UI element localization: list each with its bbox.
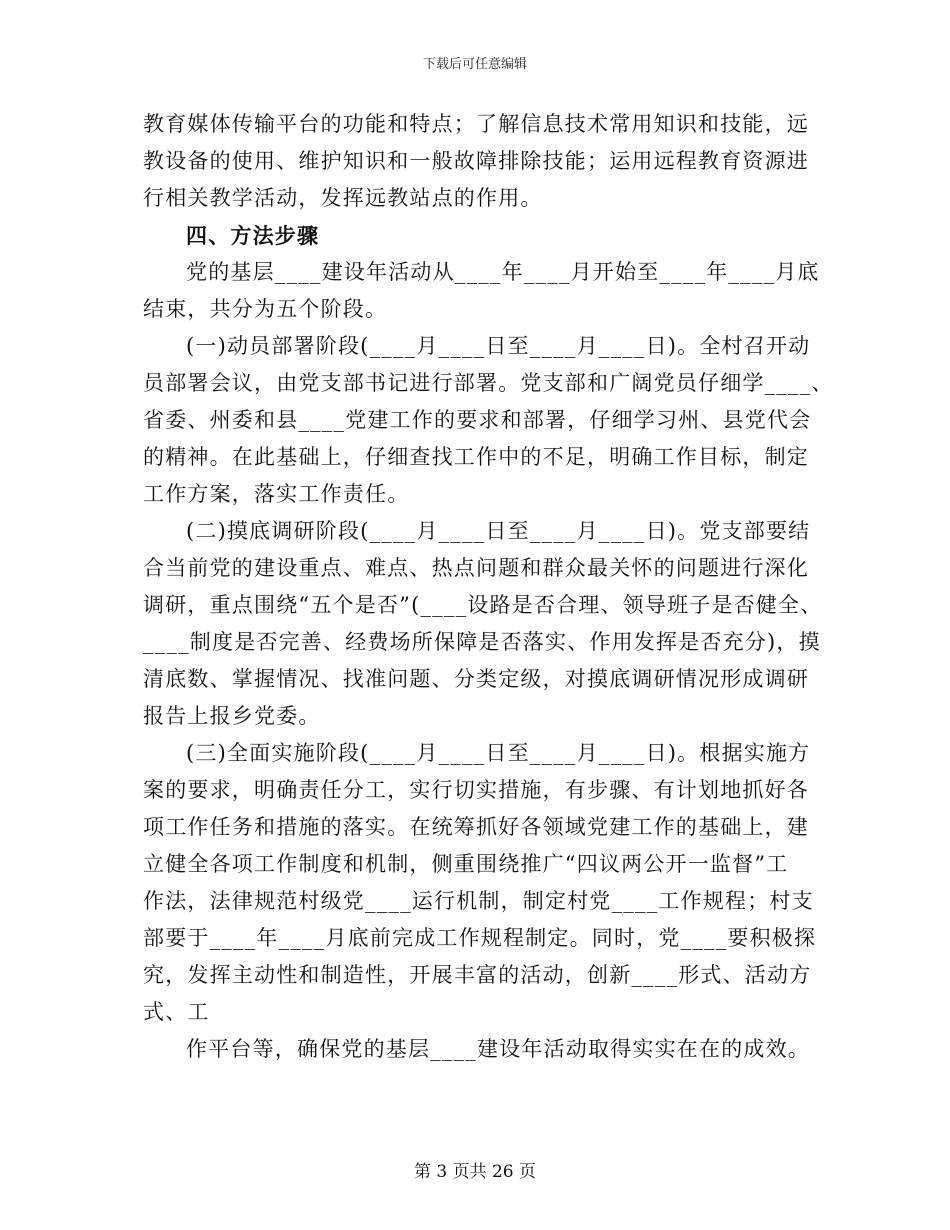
- paragraph-line: (三)全面实施阶段(____月____日至____月____日)。根据实施方: [186, 741, 811, 765]
- paragraph-line: 合当前党的建设重点、难点、热点问题和群众最关怀的问题进行深化: [143, 556, 809, 580]
- paragraph-line: 党的基层____建设年活动从____年____月开始至____年____月底: [186, 260, 820, 284]
- section-heading: 四、方法步骤: [186, 223, 320, 248]
- paragraph-line: 式、工: [143, 1000, 210, 1024]
- document-body: [143, 106, 834, 1068]
- page-footer: 第 3 页共 26 页: [413, 1162, 537, 1182]
- paragraph-line: 结束，共分为五个阶段。: [143, 297, 388, 321]
- paragraph-line: 员部署会议，由党支部书记进行部署。党支部和广阔党员仔细学____、: [143, 371, 834, 395]
- paragraph-line: 项工作任务和措施的落实。在统筹抓好各领域党建工作的基础上，建: [143, 815, 809, 839]
- paragraph-line: ____制度是否完善、经费场所保障是否落实、作用发挥是否充分)，摸: [143, 630, 821, 654]
- paragraph-line: 案的要求，明确责任分工，实行切实措施，有步骤、有计划地抓好各: [143, 778, 809, 802]
- paragraph-line: 作平台等，确保党的基层____建设年活动取得实实在在的成效。: [186, 1037, 810, 1061]
- paragraph-line: 行相关教学活动，发挥远教站点的作用。: [143, 186, 543, 210]
- paragraph-line: 教设备的使用、维护知识和一般故障排除技能；运用远程教育资源进: [143, 149, 809, 173]
- paragraph-line: 省委、州委和县____党建工作的要求和部署，仔细学习州、县党代会: [143, 408, 812, 432]
- paragraph-line: 工作方案，落实工作责任。: [143, 482, 410, 506]
- paragraph-line: (一)动员部署阶段(____月____日至____月____日)。全村召开动: [186, 334, 811, 358]
- page-header: 下载后可任意编辑: [422, 57, 527, 72]
- paragraph-line: 报告上报乡党委。: [143, 704, 321, 728]
- paragraph-line: 作法，法律规范村级党____运行机制，制定村党____工作规程；村支: [143, 889, 814, 913]
- paragraph-line: 的精神。在此基础上，仔细查找工作中的不足，明确工作目标，制定: [143, 445, 809, 469]
- paragraph-line: 调研，重点围绕“五个是否”(____设路是否合理、领导班子是否健全、: [143, 593, 823, 617]
- paragraph-line: 究，发挥主动性和制造性，开展丰富的活动，创新____形式、活动方: [143, 963, 812, 987]
- paragraph-line: (二)摸底调研阶段(____月____日至____月____日)。党支部要结: [186, 519, 811, 543]
- paragraph-line: 部要于____年____月底前完成工作规程制定。同时，党____要积极探: [143, 926, 817, 950]
- paragraph-line: 教育媒体传输平台的功能和特点；了解信息技术常用知识和技能，远: [143, 112, 809, 136]
- paragraph-line: 清底数、掌握情况、找准问题、分类定级，对摸底调研情况形成调研: [143, 667, 809, 691]
- paragraph-line: 立健全各项工作制度和机制，侧重围绕推广“四议两公开一监督”工: [143, 852, 789, 876]
